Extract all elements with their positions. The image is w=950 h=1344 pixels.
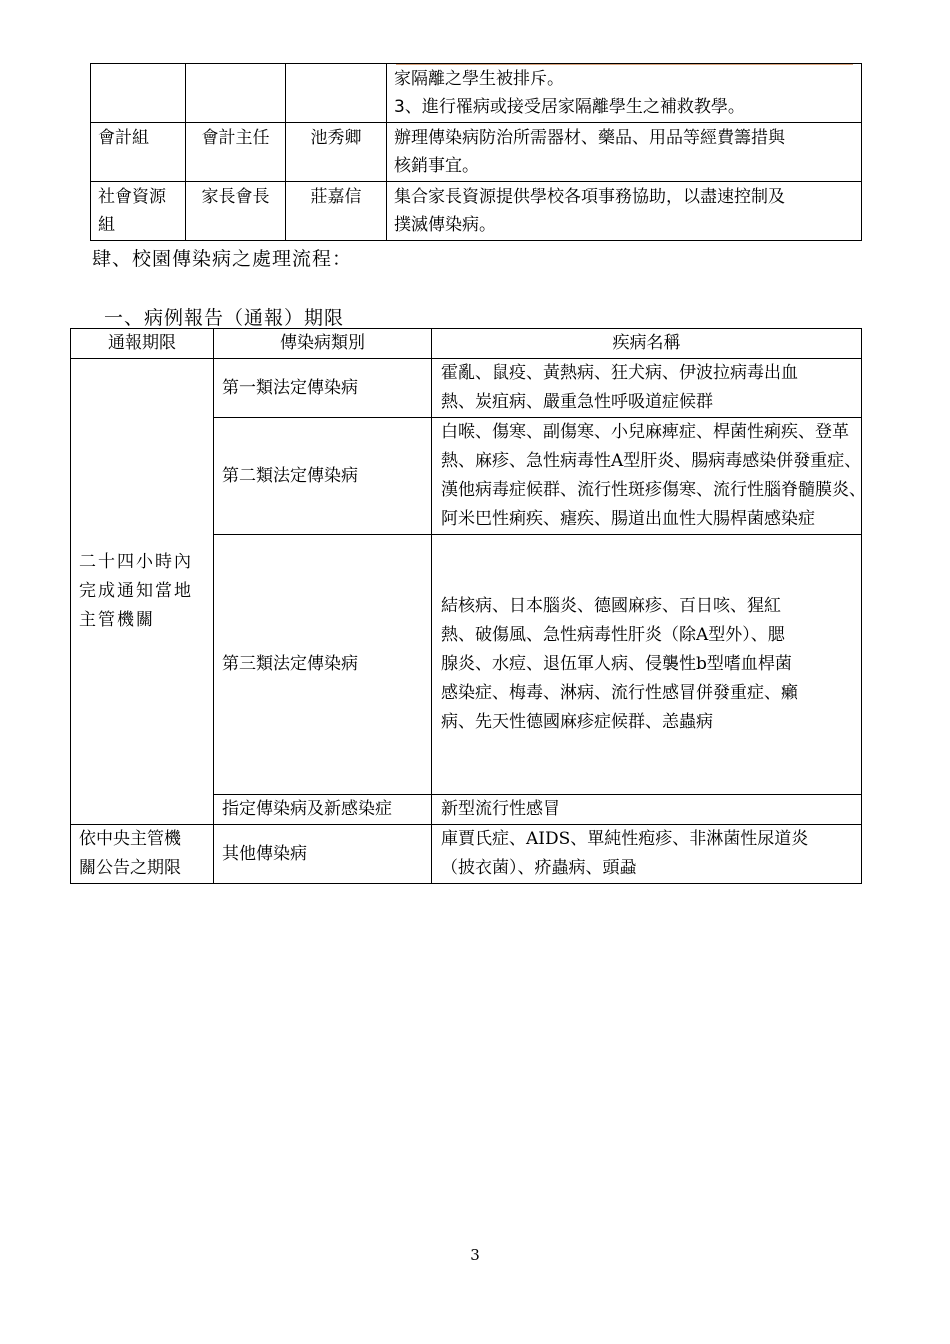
subsection-heading: 一、病例報告（通報）期限 bbox=[104, 307, 345, 329]
table-header-row bbox=[71, 329, 862, 359]
title-cell bbox=[186, 64, 286, 123]
disease-line: 熱、炭疽病、嚴重急性呼吸道症候群 bbox=[441, 392, 713, 412]
disease-line: 霍亂、鼠疫、黃熱病、狂犬病、伊波拉病毒出血 bbox=[441, 363, 798, 383]
staff-duty-table bbox=[90, 63, 862, 241]
disease-cell bbox=[432, 418, 866, 535]
disease-line: 阿米巴性痢疾、瘧疾、腸道出血性大腸桿菌感染症 bbox=[441, 509, 815, 529]
table-row bbox=[91, 64, 862, 123]
disease-line: 感染症、梅毒、淋病、流行性感冒併發重症、癩 bbox=[441, 683, 798, 703]
header-category: 傳染病類別 bbox=[214, 329, 432, 359]
group-cell bbox=[91, 64, 186, 123]
disease-cell bbox=[432, 795, 862, 825]
name-cell: 莊嘉信 bbox=[286, 182, 387, 241]
disease-line: 庫賈氏症、AIDS、單純性疱疹、非淋菌性尿道炎 bbox=[441, 829, 809, 849]
duty-line: 撲滅傳染病。 bbox=[394, 215, 496, 235]
deadline-line: 完成通知當地 bbox=[79, 581, 193, 601]
duty-cell bbox=[387, 182, 862, 241]
deadline-24h-cell bbox=[71, 359, 214, 825]
group-cell bbox=[91, 182, 186, 241]
disease-line: 病、先天性德國麻疹症候群、恙蟲病 bbox=[441, 712, 713, 732]
category-cell: 第一類法定傳染病 bbox=[214, 359, 432, 418]
disease-line: 白喉、傷寒、副傷寒、小兒麻痺症、桿菌性痢疾、登革 bbox=[441, 422, 849, 442]
disease-line: 漢他病毒症候群、流行性斑疹傷寒、流行性腦脊髓膜炎、 bbox=[441, 480, 866, 500]
title-cell: 家長會長 bbox=[186, 182, 286, 241]
table-row bbox=[71, 825, 862, 884]
disease-line: （披衣菌）、疥蟲病、頭蝨 bbox=[441, 858, 637, 878]
category-cell: 其他傳染病 bbox=[214, 825, 432, 884]
deadline-line: 依中央主管機 bbox=[79, 829, 181, 849]
name-cell bbox=[286, 64, 387, 123]
deadline-other-cell bbox=[71, 825, 214, 884]
disease-cell bbox=[432, 359, 862, 418]
disease-line: 結核病、日本腦炎、德國麻疹、百日咳、猩紅 bbox=[441, 596, 781, 616]
group-line: 組 bbox=[98, 215, 115, 235]
disease-cell bbox=[432, 825, 862, 884]
disease-line: 熱、麻疹、急性病毒性A型肝炎、腸病毒感染併發重症、 bbox=[441, 451, 862, 471]
table-row bbox=[91, 123, 862, 182]
section-heading: 肆、校園傳染病之處理流程： bbox=[92, 248, 353, 270]
name-cell: 池秀卿 bbox=[286, 123, 387, 182]
duty-line: 家隔離之學生被排斥。 bbox=[394, 69, 564, 89]
category-cell: 第二類法定傳染病 bbox=[214, 418, 432, 535]
deadline-line: 二十四小時內 bbox=[79, 552, 193, 572]
duty-cell bbox=[387, 64, 862, 123]
disease-cell bbox=[432, 535, 862, 795]
disease-line: 腺炎、水痘、退伍軍人病、侵襲性b型嗜血桿菌 bbox=[441, 654, 792, 674]
group-cell: 會計組 bbox=[91, 123, 186, 182]
duty-cell bbox=[387, 123, 862, 182]
duty-line: 辦理傳染病防治所需器材、藥品、用品等經費籌措與 bbox=[394, 128, 785, 148]
duty-line: 3、進行罹病或接受居家隔離學生之補救教學。 bbox=[394, 97, 745, 117]
deadline-line: 主管機關 bbox=[79, 610, 155, 630]
title-cell: 會計主任 bbox=[186, 123, 286, 182]
category-cell: 第三類法定傳染病 bbox=[214, 535, 432, 795]
table-row bbox=[91, 182, 862, 241]
table-row bbox=[71, 359, 862, 418]
group-line: 社會資源 bbox=[98, 187, 166, 207]
disease-line: 熱、破傷風、急性病毒性肝炎（除A型外）、腮 bbox=[441, 625, 785, 645]
category-cell: 指定傳染病及新感染症 bbox=[214, 795, 432, 825]
header-disease: 疾病名稱 bbox=[432, 329, 862, 359]
duty-line: 集合家長資源提供學校各項事務協助，以盡速控制及 bbox=[394, 187, 785, 207]
page-number: 3 bbox=[470, 1246, 480, 1264]
duty-line: 核銷事宜。 bbox=[394, 156, 479, 176]
report-deadline-table bbox=[70, 328, 866, 884]
deadline-line: 關公告之期限 bbox=[79, 858, 181, 878]
header-deadline: 通報期限 bbox=[71, 329, 214, 359]
disease-line: 新型流行性感冒 bbox=[441, 799, 560, 819]
